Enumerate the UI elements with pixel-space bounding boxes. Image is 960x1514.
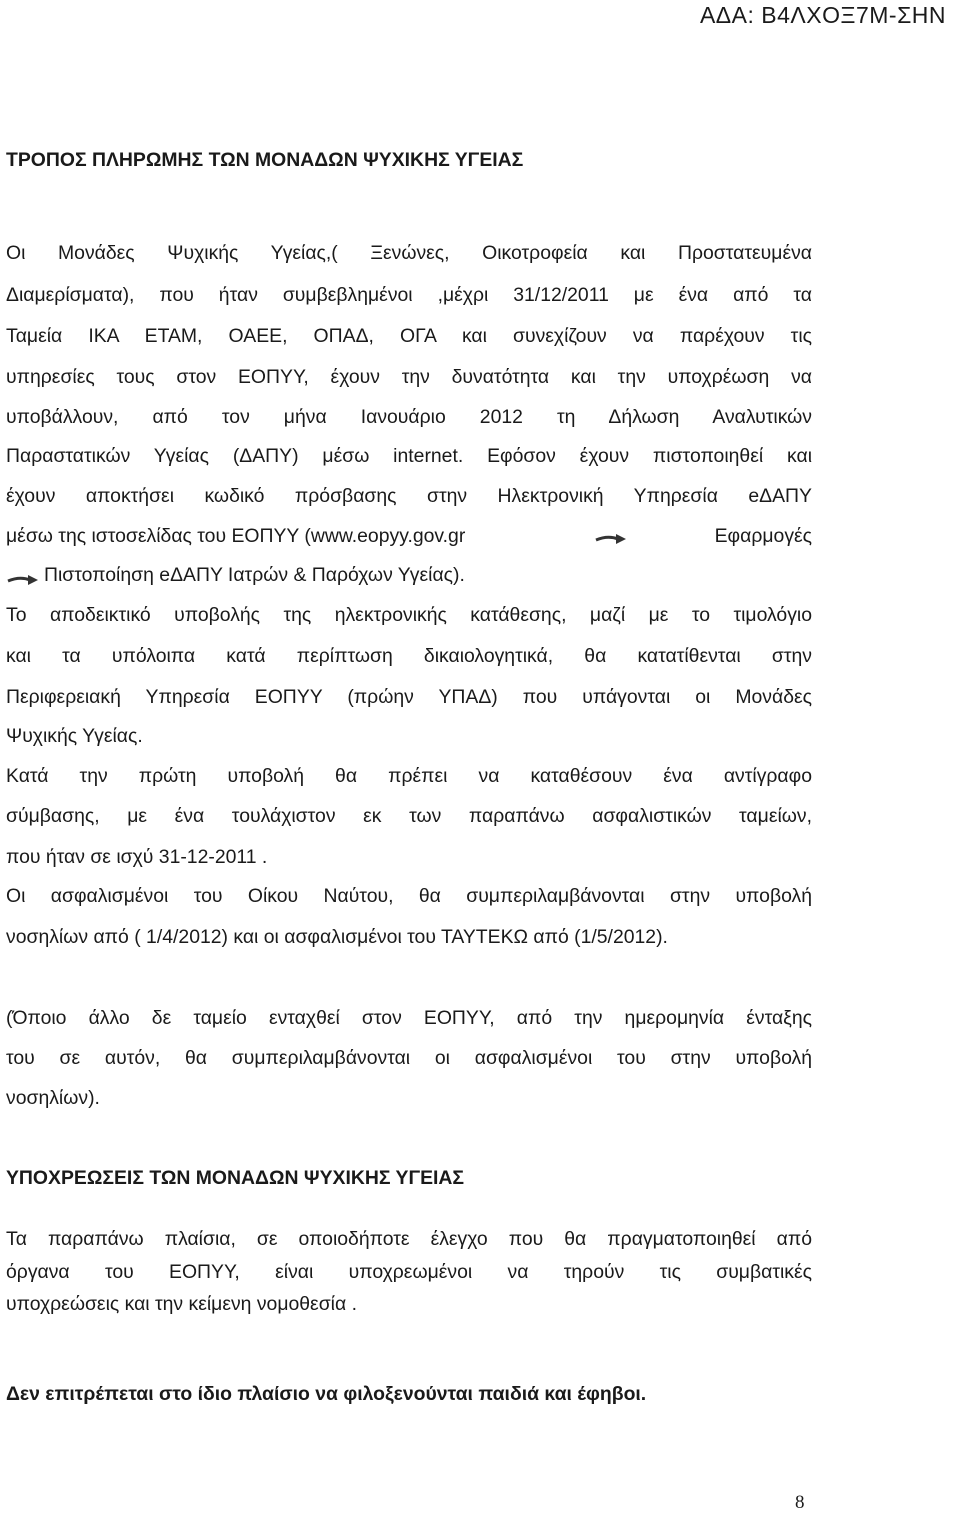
right-arrow-icon (6, 569, 40, 583)
paragraph-text: μέσω της ιστοσελίδας του ΕΟΠΥΥ (www.eopyy.gov.gr (6, 525, 466, 547)
paragraph-line: υπηρεσίες τους στον ΕΟΠΥΥ, έχουν την δυνατότητα και την υποχρέωση να (6, 366, 812, 388)
section-title-obligations: ΥΠΟΧΡΕΩΣΕΙΣ ΤΩΝ ΜΟΝΑΔΩΝ ΨΥΧΙΚΗΣ ΥΓΕΙΑΣ (6, 1167, 465, 1189)
ada-code: ΑΔΑ: Β4ΛΧΟΞ7Μ-ΣΗΝ (699, 2, 946, 28)
paragraph-line: Ταμεία ΙΚΑ ΕΤΑΜ, ΟΑΕΕ, ΟΠΑΔ, ΟΓΑ και συνεχίζουν να παρέχουν τις (6, 325, 812, 347)
notice-minors: Δεν επιτρέπεται στο ίδιο πλαίσιο να φιλοξενούνται παιδιά και έφηβοι. (6, 1383, 647, 1405)
paragraph-line: Το αποδεικτικό υποβολής της ηλεκτρονικής κατάθεσης, μαζί με το τιμολόγιο (6, 604, 812, 626)
paragraph-line: που ήταν σε ισχύ 31-12-2011 . (6, 846, 268, 868)
paragraph-line: υποχρεώσεις και την κείμενη νομοθεσία . (6, 1293, 357, 1315)
paragraph-line: όργανα του ΕΟΠΥΥ, είναι υποχρεωμένοι να τηρούν τις συμβατικές (6, 1261, 812, 1283)
paragraph-line: νοσηλίων από ( 1/4/2012) και οι ασφαλισμένοι του ΤΑΥΤΕΚΩ από (1/5/2012). (6, 926, 668, 948)
paragraph-line: Περιφερειακή Υπηρεσία ΕΟΠΥΥ (πρώην ΥΠΑΔ) που υπάγονται οι Μονάδες (6, 686, 812, 708)
paragraph-line: Οι ασφαλισμένοι του Οίκου Ναύτου, θα συμπεριλαμβάνονται στην υποβολή (6, 885, 812, 907)
page-number: 8 (795, 1492, 805, 1513)
paragraph-line: έχουν αποκτήσει κωδικό πρόσβασης στην Ηλεκτρονική Υπηρεσία eΔΑΠΥ (6, 485, 812, 507)
right-arrow-icon (594, 528, 628, 542)
paragraph-line: Διαμερίσματα), που ήταν συμβεβλημένοι ,μέχρι 31/12/2011 με ένα από τα (6, 284, 812, 306)
paragraph-line: και τα υπόλοιπα κατά περίπτωση δικαιολογητικά, θα κατατίθενται στην (6, 645, 812, 667)
paragraph-line: Ψυχικής Υγείας. (6, 725, 143, 747)
menu-path-certification: Πιστοποίηση eΔΑΠΥ Ιατρών & Παρόχων Υγείας). (44, 564, 465, 586)
paragraph-line-with-link (6, 524, 812, 548)
paragraph-line: του σε αυτόν, θα συμπεριλαμβάνονται οι ασφαλισμένοι του στην υποβολή (6, 1047, 812, 1069)
menu-path-applications: Εφαρμογές (714, 525, 812, 547)
paragraph-line: Κατά την πρώτη υποβολή θα πρέπει να καταθέσουν ένα αντίγραφο (6, 765, 812, 787)
paragraph-line: Παραστατικών Υγείας (ΔΑΠΥ) μέσω internet. Εφόσον έχουν πιστοποιηθεί και (6, 445, 812, 467)
paragraph-line: σύμβασης, με ένα τουλάχιστον εκ των παραπάνω ασφαλιστικών ταμείων, (6, 805, 812, 827)
paragraph-line: υποβάλλουν, από τον μήνα Ιανουάριο 2012 τη Δήλωση Αναλυτικών (6, 406, 812, 428)
paragraph-line: (Όποιο άλλο δε ταμείο ενταχθεί στον ΕΟΠΥΥ, από την ημερομηνία ένταξης (6, 1007, 812, 1029)
paragraph-line: Τα παραπάνω πλαίσια, σε οποιοδήποτε έλεγχο που θα πραγματοποιηθεί από (6, 1228, 812, 1250)
paragraph-line-with-link (6, 563, 812, 587)
paragraph-line: νοσηλίων). (6, 1087, 100, 1109)
section-title-payment: ΤΡΟΠΟΣ ΠΛΗΡΩΜΗΣ ΤΩΝ ΜΟΝΑΔΩΝ ΨΥΧΙΚΗΣ ΥΓΕΙΑΣ (6, 149, 524, 171)
paragraph-line: Οι Μονάδες Ψυχικής Υγείας,( Ξενώνες, Οικοτροφεία και Προστατευμένα (6, 242, 812, 264)
